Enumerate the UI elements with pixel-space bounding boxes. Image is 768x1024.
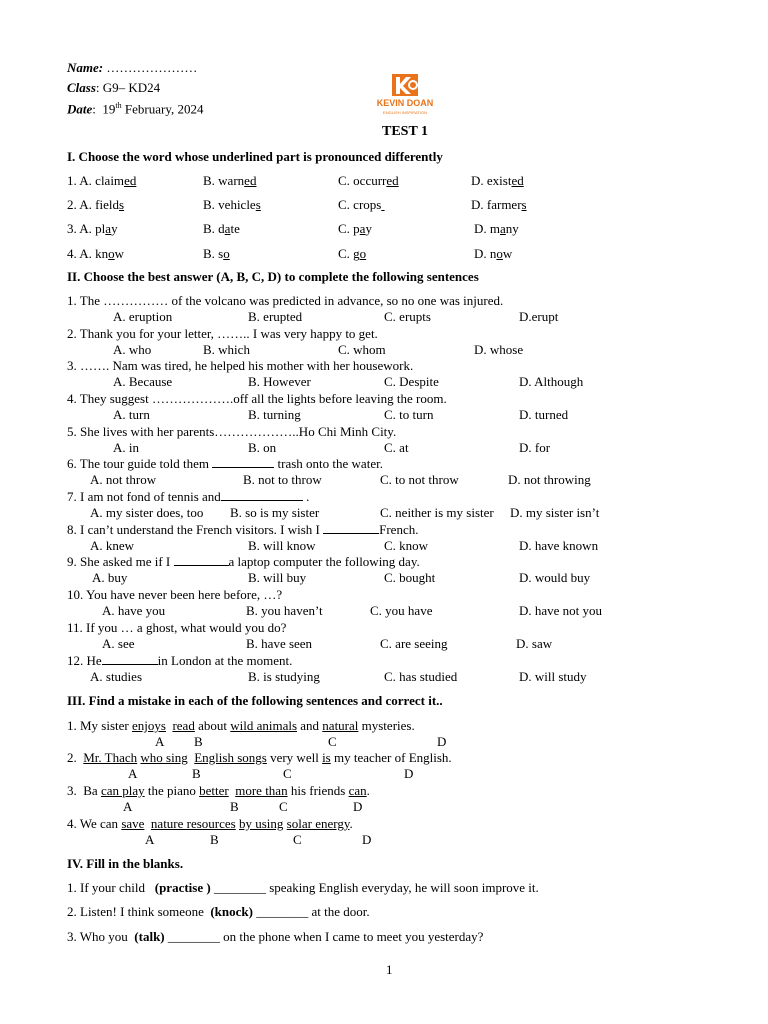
q3-a: 3. A. play bbox=[67, 221, 118, 236]
date-label: Date bbox=[67, 101, 93, 117]
s2-q12-options bbox=[0, 669, 768, 685]
fill-text: 3. Who you (talk) ________ on the phone when I came to meet you yesterday? bbox=[67, 929, 484, 944]
s2-q3-stem bbox=[0, 358, 768, 374]
letter-c: C bbox=[293, 832, 302, 847]
option-b: B. erupted bbox=[248, 309, 303, 324]
class-label: Class bbox=[67, 80, 96, 95]
q4-b: B. so bbox=[203, 246, 230, 261]
letter-b: B bbox=[210, 832, 219, 847]
question-text: 7. I am not fond of tennis and . bbox=[67, 489, 310, 504]
s3-letters-1 bbox=[0, 734, 768, 750]
option-d: D.erupt bbox=[519, 309, 559, 324]
option-b: B. you haven’t bbox=[246, 603, 323, 618]
option-a: A. knew bbox=[90, 538, 135, 553]
option-c: C. neither is my sister bbox=[380, 505, 494, 520]
s2-q6-options bbox=[0, 472, 768, 488]
test-title: TEST 1 bbox=[382, 124, 429, 139]
question-text: 3. ……. Nam was tired, he helped his mother with her housework. bbox=[67, 358, 414, 373]
s3-sentence-1 bbox=[0, 718, 768, 734]
date-day: 19 bbox=[102, 101, 116, 117]
q4-d: D. now bbox=[474, 246, 513, 261]
option-a: A. who bbox=[113, 342, 152, 357]
letter-d: D bbox=[437, 734, 447, 749]
date-colon: : bbox=[92, 101, 96, 117]
option-a: A. studies bbox=[90, 669, 142, 684]
section-3-title: III. Find a mistake in each of the following sentences and correct it.. bbox=[67, 693, 443, 708]
letter-b: B bbox=[194, 734, 203, 749]
option-b: B. which bbox=[203, 342, 250, 357]
letter-b: B bbox=[230, 799, 239, 814]
option-d: D. turned bbox=[519, 407, 569, 422]
s2-q5-stem bbox=[0, 424, 768, 440]
option-d: D. not throwing bbox=[508, 472, 591, 487]
q4-a: 4. A. know bbox=[67, 246, 125, 261]
s2-q8-options bbox=[0, 538, 768, 554]
s2-q11-options bbox=[0, 636, 768, 652]
option-b: B. will know bbox=[248, 538, 316, 553]
option-c: C. has studied bbox=[384, 669, 458, 684]
name-value: ………………… bbox=[106, 60, 198, 75]
option-b: B. on bbox=[248, 440, 277, 455]
q4-c: C. go bbox=[338, 246, 367, 261]
option-d: D. for bbox=[519, 440, 551, 455]
letter-c: C bbox=[283, 766, 292, 781]
option-c: C. Despite bbox=[384, 374, 439, 389]
option-d: D. would buy bbox=[519, 570, 591, 585]
option-d: D. will study bbox=[519, 669, 587, 684]
logo-line1: KEVIN DOAN bbox=[376, 98, 434, 108]
q1-c: C. occurred bbox=[338, 173, 399, 188]
s2-q3-options bbox=[0, 374, 768, 390]
q3-d: D. many bbox=[474, 221, 519, 236]
question-text: 5. She lives with her parents………………..Ho Chi Minh City. bbox=[67, 424, 397, 439]
option-d: D. my sister isn’t bbox=[510, 505, 600, 520]
letter-d: D bbox=[404, 766, 414, 781]
letter-a: A bbox=[128, 766, 138, 781]
letter-b: B bbox=[192, 766, 201, 781]
sentence-text: 3. Ba can play the piano better more than his friends can. bbox=[67, 783, 370, 798]
s3-letters-3 bbox=[0, 799, 768, 815]
option-d: D. whose bbox=[474, 342, 524, 357]
question-text: 12. He in London at the moment. bbox=[67, 653, 293, 668]
option-d: D. saw bbox=[516, 636, 553, 651]
s2-q9-stem bbox=[0, 554, 768, 570]
s2-q1-stem bbox=[0, 293, 768, 309]
option-d: D. have known bbox=[519, 538, 599, 553]
s2-q7-stem bbox=[0, 489, 768, 505]
option-c: C. at bbox=[384, 440, 409, 455]
letter-c: C bbox=[279, 799, 288, 814]
sentence-text: 4. We can save nature resources by using solar energy. bbox=[67, 816, 353, 831]
option-a: A. eruption bbox=[113, 309, 173, 324]
s2-q1-options bbox=[0, 309, 768, 325]
q2-a: 2. A. fields bbox=[67, 197, 125, 212]
option-b: B. is studying bbox=[248, 669, 320, 684]
name-line bbox=[67, 60, 197, 76]
fill-text: 1. If your child (practise ) ________ speaking English everyday, he will soon improve it. bbox=[67, 880, 539, 895]
option-a: A. in bbox=[113, 440, 139, 455]
option-b: B. so is my sister bbox=[230, 505, 320, 520]
letter-d: D bbox=[362, 832, 372, 847]
option-c: C. whom bbox=[338, 342, 386, 357]
s4-item-1 bbox=[0, 880, 768, 896]
q2-b: B. vehicles bbox=[203, 197, 261, 212]
option-a: A. Because bbox=[113, 374, 173, 389]
s2-q5-options bbox=[0, 440, 768, 456]
q1-a: 1. A. claimed bbox=[67, 173, 137, 188]
question-text: 2. Thank you for your letter, …….. I was very happy to get. bbox=[67, 326, 378, 341]
option-b: B. However bbox=[248, 374, 311, 389]
class-value: : G9– KD24 bbox=[95, 80, 161, 95]
s3-sentence-4 bbox=[0, 816, 768, 832]
date-rest: February, 2024 bbox=[124, 101, 204, 117]
option-a: A. see bbox=[102, 636, 135, 651]
letter-a: A bbox=[145, 832, 155, 847]
s3-sentence-3 bbox=[0, 783, 768, 799]
s1-question-3 bbox=[0, 221, 768, 237]
letter-d: D bbox=[353, 799, 363, 814]
sentence-text: 2. Mr. Thach who sing English songs very well is my teacher of English. bbox=[67, 750, 452, 765]
letter-a: A bbox=[123, 799, 133, 814]
option-a: A. not throw bbox=[90, 472, 157, 487]
question-text: 6. The tour guide told them trash onto the water. bbox=[67, 456, 383, 471]
option-b: B. will buy bbox=[248, 570, 307, 585]
q3-c: C. pay bbox=[338, 221, 372, 236]
s2-q4-stem bbox=[0, 391, 768, 407]
s2-q10-stem bbox=[0, 587, 768, 603]
section-4-title: IV. Fill in the blanks. bbox=[67, 856, 184, 871]
option-b: B. not to throw bbox=[243, 472, 322, 487]
option-a: A. my sister does, too bbox=[90, 505, 204, 520]
option-d: D. have not you bbox=[519, 603, 603, 618]
option-c: C. bought bbox=[384, 570, 436, 585]
q1-d: D. existed bbox=[471, 173, 524, 188]
s2-q2-options bbox=[0, 342, 768, 358]
s2-q10-options bbox=[0, 603, 768, 619]
section-2-title: II. Choose the best answer (A, B, C, D) to complete the following sentences bbox=[67, 269, 479, 284]
logo-mark-icon bbox=[372, 74, 438, 120]
question-text: 10. You have never been here before, …? bbox=[67, 587, 283, 602]
name-label: Name: bbox=[67, 60, 104, 75]
q3-b: B. date bbox=[203, 221, 240, 236]
s2-q11-stem bbox=[0, 620, 768, 636]
s4-item-3 bbox=[0, 929, 768, 945]
s3-sentence-2 bbox=[0, 750, 768, 766]
s2-q4-options bbox=[0, 407, 768, 423]
section-1-title: I. Choose the word whose underlined part is pronounced differently bbox=[67, 149, 443, 164]
s2-q9-options bbox=[0, 570, 768, 586]
s2-q2-stem bbox=[0, 326, 768, 342]
question-text: 9. She asked me if I a laptop computer the following day. bbox=[67, 554, 420, 569]
option-c: C. know bbox=[384, 538, 429, 553]
s4-item-2 bbox=[0, 904, 768, 920]
sentence-text: 1. My sister enjoys read about wild animals and natural mysteries. bbox=[67, 718, 415, 733]
option-a: A. have you bbox=[102, 603, 166, 618]
s2-q8-stem bbox=[0, 522, 768, 538]
s3-letters-2 bbox=[0, 766, 768, 782]
date-sup: th bbox=[115, 101, 122, 110]
question-text: 4. They suggest ……………….off all the lights before leaving the room. bbox=[67, 391, 447, 406]
option-c: C. erupts bbox=[384, 309, 431, 324]
option-c: C. you have bbox=[370, 603, 433, 618]
option-c: C. to not throw bbox=[380, 472, 459, 487]
date-line bbox=[67, 98, 203, 117]
s3-letters-4 bbox=[0, 832, 768, 848]
s1-question-4 bbox=[0, 246, 768, 262]
s2-q6-stem bbox=[0, 456, 768, 472]
q2-c: C. crops bbox=[338, 197, 382, 212]
kevin-doan-logo bbox=[372, 74, 438, 120]
s2-q7-options bbox=[0, 505, 768, 521]
s1-question-2 bbox=[0, 197, 768, 213]
letter-c: C bbox=[328, 734, 337, 749]
page-number: 1 bbox=[386, 962, 393, 977]
option-a: A. turn bbox=[113, 407, 150, 422]
option-a: A. buy bbox=[92, 570, 128, 585]
logo-line2: ENGLISH INSPIRATION bbox=[383, 110, 427, 115]
option-c: C. are seeing bbox=[380, 636, 448, 651]
q1-b: B. warned bbox=[203, 173, 257, 188]
option-b: B. have seen bbox=[246, 636, 313, 651]
q2-d: D. farmers bbox=[471, 197, 527, 212]
fill-text: 2. Listen! I think someone (knock) ________ at the door. bbox=[67, 904, 370, 919]
question-text: 8. I can’t understand the French visitors. I wish I French. bbox=[67, 522, 419, 537]
s1-question-1 bbox=[0, 173, 768, 189]
option-d: D. Although bbox=[519, 374, 584, 389]
question-text: 11. If you … a ghost, what would you do? bbox=[67, 620, 287, 635]
letter-a: A bbox=[155, 734, 165, 749]
option-b: B. turning bbox=[248, 407, 301, 422]
question-text: 1. The …………… of the volcano was predicted in advance, so no one was injured. bbox=[67, 293, 504, 308]
class-line bbox=[67, 80, 160, 96]
option-c: C. to turn bbox=[384, 407, 434, 422]
s2-q12-stem bbox=[0, 653, 768, 669]
